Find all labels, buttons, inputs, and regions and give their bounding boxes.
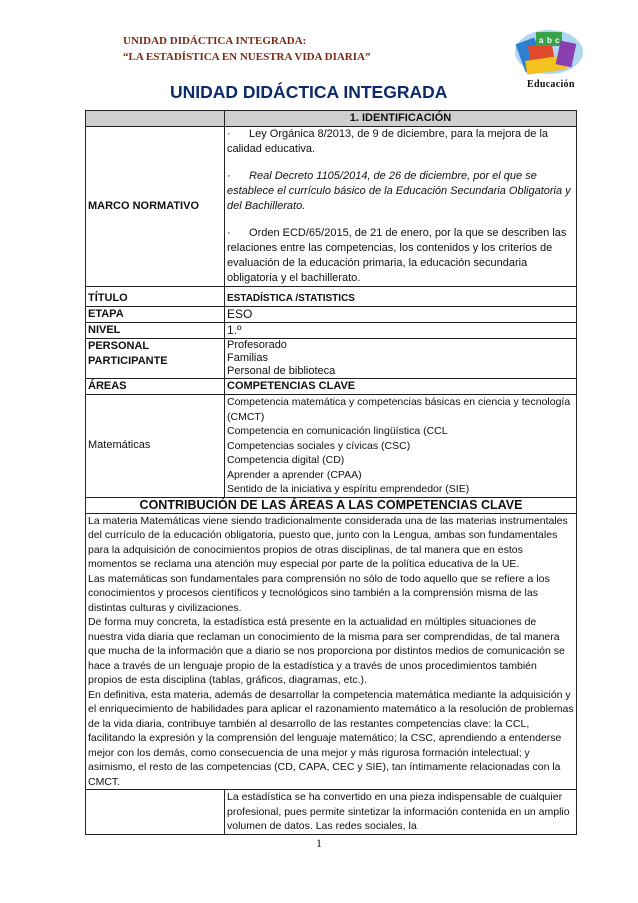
contribucion-title: CONTRIBUCIÓN DE LAS ÁREAS A LAS COMPETENCIAS CLAVE [86, 497, 577, 513]
list-item: Aprender a aprender (CPAA) [227, 468, 362, 481]
paragraph: En definitiva, esta materia, además de desarrollar la competencia matemática mediante la adquisición y el enriquecimiento de habilidades para aplicar el razonamiento matemático a la resolución de problemas de la vida diaria, contribuye también al desarrollo de las restantes competencias clave: la CCL, facilitando la expresión y la comprensión del lenguaje matemático; la CSC, aprendiendo a entenderse mejor con los demás, como consecuencia de una mejor y más rigurosa formación intelectual; y asimismo, el resto de las competencias (CD, CAPA, CEC y SIE), tan íntimamente relacionadas con la CMCT. [88, 688, 574, 788]
svg-text:a: a [539, 36, 544, 45]
marco-label: MARCO NORMATIVO [86, 127, 225, 287]
svg-text:c: c [555, 36, 560, 45]
contribucion-text [86, 513, 577, 790]
list-item: Competencias sociales y cívicas (CSC) [227, 439, 411, 452]
titulo-value: ESTADÍSTICA /STATISTICS [225, 287, 577, 307]
personal-label: PERSONAL PARTICIPANTE [86, 339, 225, 379]
marco-item: · Real Decreto 1105/2014, de 26 de diciembre, por el que se establece el currículo básico de la Educación Secundaria Obligatoria y del Bachillerato. [227, 170, 571, 212]
etapa-label: ETAPA [86, 307, 225, 323]
list-item: Competencia digital (CD) [227, 454, 345, 466]
list-item: Familias [227, 352, 268, 364]
list-item: Competencia matemática y competencias básicas en ciencia y tecnología (CMCT) [227, 396, 571, 423]
list-item: Sentido de la iniciativa y espíritu emprendedor (SIE) [227, 483, 470, 495]
list-item: Competencia en comunicación lingüística (CCL [227, 425, 448, 437]
competencias-list [225, 395, 577, 498]
paragraph: La materia Matemáticas viene siendo tradicionalmente considerada una de las materias instrumentales del currículo de la educación obligatoria, puesto que, junto con la Lengua, ambas son fundamentales para la adquisición de conocimientos propios de otras disciplinas, de tal manera que en estos momentos se reclama una atención muy especial por parte de la política educativa de la UE. [88, 514, 568, 570]
personal-list [225, 339, 577, 379]
section-title: 1. IDENTIFICACIÓN [225, 111, 577, 127]
nivel-label: NIVEL [86, 323, 225, 339]
last-row-text: La estadística se ha convertido en una pieza indispensable de cualquier profesional, pues permite sintetizar la información contenida en un amplio volumen de datos. Las redes sociales, la [225, 790, 577, 835]
area-name: Matemáticas [86, 395, 225, 498]
header-line-2: “LA ESTADÍSTICA EN NUESTRA VIDA DIARIA” [123, 51, 371, 63]
page-number: 1 [316, 836, 322, 850]
identification-table [85, 110, 577, 835]
list-item: Personal de biblioteca [227, 365, 336, 377]
svg-text:b: b [547, 36, 552, 45]
marco-items [225, 127, 577, 287]
last-row-left [86, 790, 225, 835]
paragraph: Las matemáticas son fundamentales para comprensión no sólo de todo aquello que se refiere a los conocimientos y procesos científicos y tecnológicos sino también a la comprensión misma de las distintas culturas y civilizaciones. [88, 572, 550, 614]
paragraph: De forma muy concreta, la estadística está presente en la actualidad en múltiples situaciones de nuestra vida diaria que reclaman un conocimiento de la misma para ser comprendidas, de tal manera que mucha de la información que a diario se nos proporciona por distintos medios de comunicación se hace a través de un lenguaje propio de la estadística y a través de unos procedimientos también propios de esta disciplina (tablas, gráficos, diagramas, etc.). [88, 616, 565, 686]
marco-item: · Orden ECD/65/2015, de 21 de enero, por la que se describen las relaciones entre las competencias, los contenidos y los criterios de evaluación de la educación primaria, la educación secundaria obligatoria y el bachillerato. [227, 227, 567, 284]
list-item: Profesorado [227, 339, 287, 351]
etapa-value: ESO [225, 307, 577, 323]
section-title-cell-left [86, 111, 225, 127]
areas-label: ÁREAS [86, 379, 225, 395]
nivel-value: 1.º [225, 323, 577, 339]
logo-text: Educación [527, 79, 575, 90]
competencias-header: COMPETENCIAS CLAVE [225, 379, 577, 395]
marco-item: · Ley Orgánica 8/2013, de 9 de diciembre, para la mejora de la calidad educativa. [227, 128, 549, 155]
header-line-1: UNIDAD DIDÁCTICA INTEGRADA: [123, 35, 307, 47]
document-header [123, 33, 370, 65]
titulo-label: TÍTULO [86, 287, 225, 307]
